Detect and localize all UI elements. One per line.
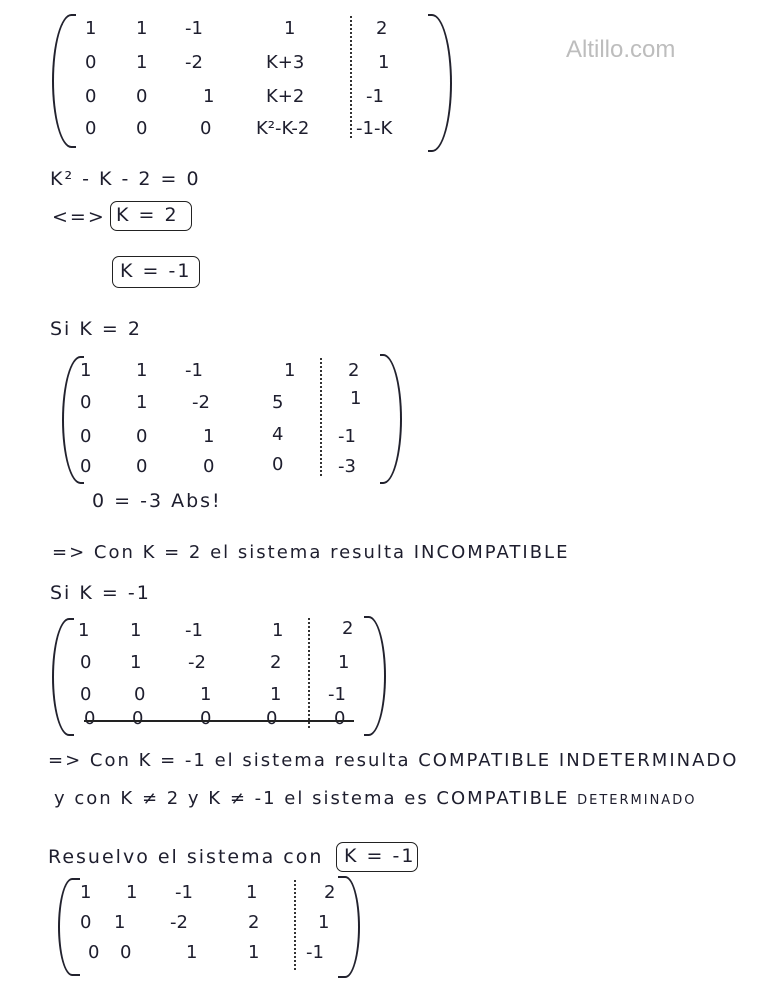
matrix-4-left-paren [58, 878, 80, 976]
matrix-cell: 0 [334, 708, 346, 729]
matrix-cell: 0 [85, 52, 97, 73]
matrix-cell: 1 [350, 388, 362, 409]
matrix-1-left-paren [52, 14, 76, 148]
matrix-4-separator [294, 880, 296, 970]
conclusion-determinado-main: y con K ≠ 2 y K ≠ -1 el sistema es COMPATIBLE [54, 788, 570, 809]
matrix-cell: 1 [203, 426, 215, 447]
matrix-cell: 2 [248, 912, 260, 933]
matrix-1-right-paren [428, 14, 452, 152]
matrix-cell: 0 [120, 942, 132, 963]
matrix-cell: 0 [80, 684, 92, 705]
matrix-cell: -1 [328, 684, 346, 705]
zero-row-strike [84, 720, 354, 722]
matrix-cell: 1 [136, 360, 148, 381]
quadratic-equation: K² - K - 2 = 0 [50, 168, 201, 190]
matrix-cell: 1 [246, 882, 258, 903]
matrix-cell: 1 [136, 392, 148, 413]
matrix-cell: 1 [338, 652, 350, 673]
matrix-cell: 1 [248, 942, 260, 963]
matrix-cell: -3 [338, 456, 356, 477]
solution-k-2: K = 2 [116, 204, 179, 226]
matrix-cell: 1 [126, 882, 138, 903]
conclusion-incompatible: => Con K = 2 el sistema resulta INCOMPATIBLE [52, 542, 570, 563]
matrix-cell: 0 [200, 118, 212, 139]
matrix-cell: -1 [366, 86, 384, 107]
conclusion-compatible-determinado [54, 788, 696, 809]
matrix-cell: 0 [132, 708, 144, 729]
matrix-cell: 0 [136, 426, 148, 447]
matrix-cell: 0 [136, 118, 148, 139]
matrix-cell: 1 [80, 882, 92, 903]
matrix-cell: 1 [203, 86, 215, 107]
matrix-cell: 2 [376, 18, 388, 39]
matrix-cell: 0 [134, 684, 146, 705]
matrix-cell: -2 [188, 652, 206, 673]
matrix-cell: 1 [200, 684, 212, 705]
matrix-cell: -1 [306, 942, 324, 963]
matrix-cell: 0 [80, 652, 92, 673]
matrix-cell: 0 [266, 708, 278, 729]
matrix-cell: 5 [272, 392, 284, 413]
watermark-text: Altillo.com [566, 36, 676, 63]
matrix-cell: 0 [85, 118, 97, 139]
matrix-cell: 1 [318, 912, 330, 933]
matrix-cell: -2 [170, 912, 188, 933]
matrix-cell: 1 [284, 360, 296, 381]
matrix-2-separator [320, 358, 322, 476]
matrix-4-right-paren [338, 876, 360, 978]
matrix-cell: 1 [270, 684, 282, 705]
matrix-cell: -1 [175, 882, 193, 903]
matrix-cell: 1 [80, 360, 92, 381]
matrix-cell: 0 [136, 86, 148, 107]
matrix-cell: K+2 [266, 86, 305, 107]
matrix-cell: 1 [114, 912, 126, 933]
matrix-cell: 1 [130, 620, 142, 641]
matrix-3-right-paren [364, 616, 386, 736]
matrix-cell: 0 [203, 456, 215, 477]
matrix-cell: 1 [85, 18, 97, 39]
matrix-cell: -1 [185, 18, 203, 39]
matrix-1-separator [350, 16, 352, 138]
matrix-cell: 0 [136, 456, 148, 477]
matrix-cell: 1 [136, 52, 148, 73]
matrix-cell: -1-K [356, 118, 393, 139]
matrix-cell: 0 [80, 426, 92, 447]
matrix-cell: K²-K-2 [256, 118, 310, 139]
matrix-cell: 1 [130, 652, 142, 673]
solution-k-minus-1: K = -1 [120, 260, 192, 282]
matrix-cell: 1 [272, 620, 284, 641]
matrix-3-left-paren [52, 618, 74, 736]
matrix-cell: 0 [80, 456, 92, 477]
matrix-cell: 2 [342, 618, 354, 639]
matrix-cell: 2 [348, 360, 360, 381]
matrix-cell: 1 [378, 52, 390, 73]
resuelvo-text: Resuelvo el sistema con [48, 846, 324, 868]
matrix-cell: 2 [324, 882, 336, 903]
equivalence-arrow: <=> [52, 206, 106, 228]
matrix-cell: 0 [84, 708, 96, 729]
resuelvo-k-value: K = -1 [344, 845, 416, 867]
matrix-3-separator [308, 618, 310, 728]
matrix-cell: 1 [186, 942, 198, 963]
matrix-cell: 1 [136, 18, 148, 39]
matrix-cell: 0 [200, 708, 212, 729]
matrix-cell: K+3 [266, 52, 305, 73]
matrix-cell: 0 [85, 86, 97, 107]
matrix-cell: 0 [88, 942, 100, 963]
matrix-cell: 1 [78, 620, 90, 641]
case-k-2-heading: Si K = 2 [50, 318, 142, 340]
absurd-note: 0 = -3 Abs! [92, 490, 222, 512]
matrix-cell: -1 [338, 426, 356, 447]
matrix-cell: -1 [185, 360, 203, 381]
matrix-cell: 0 [80, 392, 92, 413]
matrix-cell: -1 [185, 620, 203, 641]
conclusion-compatible-indeterminado: => Con K = -1 el sistema resulta COMPATIBLE INDETERMINADO [48, 750, 739, 771]
matrix-2-right-paren [380, 354, 402, 484]
matrix-cell: 0 [80, 912, 92, 933]
matrix-cell: 1 [284, 18, 296, 39]
matrix-cell: 0 [272, 454, 284, 475]
case-k-minus-1-heading: Si K = -1 [50, 582, 151, 604]
matrix-cell: -2 [185, 52, 203, 73]
matrix-cell: 4 [272, 424, 284, 445]
conclusion-determinado-word: DETERMINADO [577, 793, 697, 808]
matrix-cell: 2 [270, 652, 282, 673]
matrix-cell: -2 [192, 392, 210, 413]
